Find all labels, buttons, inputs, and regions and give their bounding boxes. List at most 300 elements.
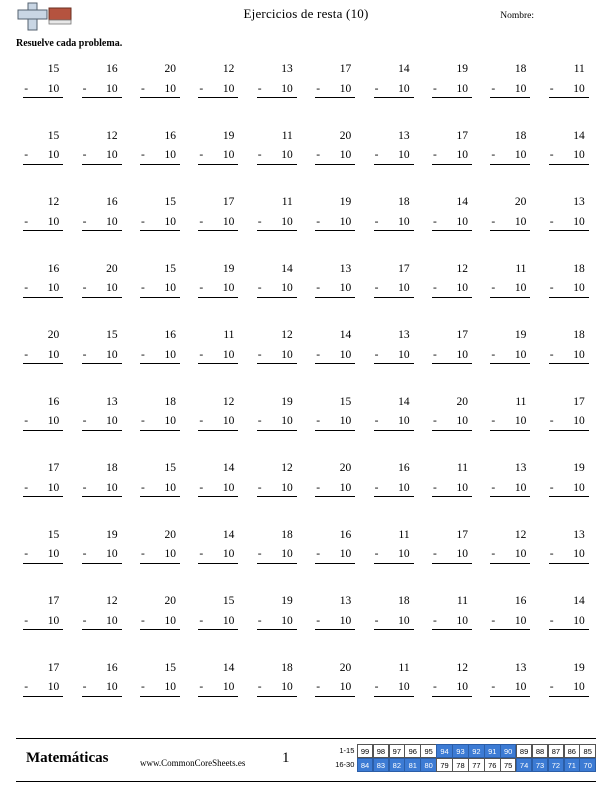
answer-key-cell: 74 (516, 758, 533, 772)
answer-rule (198, 629, 238, 630)
answer-key-cell: 87 (548, 744, 565, 758)
minuend: 14 (281, 262, 293, 275)
answer-rule (198, 563, 238, 564)
answer-key-cell: 98 (373, 744, 390, 758)
problem-59 (481, 389, 539, 456)
problem-37 (364, 256, 422, 323)
minuend: 20 (164, 528, 176, 541)
answer-rule (23, 164, 63, 165)
subtrahend: 10 (47, 681, 60, 693)
operator: - (82, 548, 87, 560)
subtrahend: 10 (281, 82, 293, 95)
problem-94 (189, 655, 247, 722)
minuend: 20 (339, 462, 352, 474)
answer-key-cell: 89 (516, 744, 533, 758)
answer-rule (374, 97, 414, 98)
problem-47 (364, 322, 422, 389)
answer-rule (23, 230, 63, 231)
subtrahend: 10 (47, 481, 60, 494)
answer-rule (140, 430, 180, 431)
operator: - (257, 548, 262, 560)
operator: - (199, 215, 204, 228)
minuend: 19 (456, 63, 468, 75)
operator: - (374, 348, 379, 361)
answer-rule (490, 496, 530, 497)
minuend: 17 (47, 462, 60, 474)
answer-rule (315, 430, 355, 431)
problem-66 (306, 455, 364, 522)
answer-rule (490, 363, 530, 364)
problem-97 (364, 655, 422, 722)
subtrahend: 10 (514, 548, 527, 560)
problem-46 (306, 322, 364, 389)
subtrahend: 10 (573, 149, 585, 161)
subtrahend: 10 (106, 481, 118, 494)
minuend: 19 (281, 395, 293, 408)
answer-key-cell: 78 (452, 758, 469, 772)
answer-rule (315, 230, 355, 231)
problem-48 (423, 322, 481, 389)
answer-rule (432, 696, 472, 697)
operator: - (549, 548, 554, 560)
minuend: 15 (164, 462, 176, 474)
subtrahend: 10 (573, 481, 585, 494)
minuend: 16 (47, 262, 60, 275)
subtrahend: 10 (222, 548, 235, 560)
subtrahend: 10 (222, 348, 235, 361)
answer-rule (198, 97, 238, 98)
page-footer (0, 738, 612, 782)
answer-rule (257, 363, 297, 364)
minuend: 14 (398, 63, 410, 75)
answer-rule (140, 97, 180, 98)
problem-44 (189, 322, 247, 389)
answer-rule (198, 496, 238, 497)
minuend: 18 (573, 262, 585, 275)
subtrahend: 10 (106, 681, 118, 693)
subtrahend: 10 (339, 548, 352, 560)
subtrahend: 10 (573, 415, 585, 427)
minuend: 12 (47, 196, 60, 208)
subtrahend: 10 (281, 348, 293, 361)
subtrahend: 10 (281, 149, 293, 161)
problem-69 (481, 455, 539, 522)
page-title: Ejercicios de resta (10) (243, 6, 369, 21)
answer-rule (374, 297, 414, 298)
answer-key-cell: 73 (532, 758, 549, 772)
answer-rule (140, 230, 180, 231)
problem-38 (423, 256, 481, 323)
minuend: 11 (223, 329, 235, 341)
answer-rule (198, 363, 238, 364)
subtrahend: 10 (106, 415, 118, 427)
minuend: 19 (222, 129, 235, 142)
subtrahend: 10 (573, 82, 585, 95)
operator: - (82, 614, 87, 627)
problem-36 (306, 256, 364, 323)
problem-2 (72, 56, 130, 123)
operator: - (374, 415, 379, 427)
subtrahend: 10 (398, 348, 410, 361)
subtrahend: 10 (514, 282, 527, 294)
minuend: 17 (456, 129, 468, 142)
answer-rule (198, 164, 238, 165)
minuend: 13 (573, 528, 585, 541)
answer-key-cell: 96 (404, 744, 421, 758)
subtrahend: 10 (339, 82, 352, 95)
problem-73 (131, 522, 189, 589)
subtrahend: 10 (164, 282, 176, 294)
subtrahend: 10 (47, 348, 60, 361)
answer-key-cell: 91 (484, 744, 501, 758)
problem-52 (72, 389, 130, 456)
answer-key-cell: 83 (373, 758, 390, 772)
operator: - (24, 481, 29, 494)
answer-rule (549, 97, 589, 98)
operator: - (257, 415, 262, 427)
problem-95 (248, 655, 306, 722)
problem-16 (306, 123, 364, 190)
answer-rule (23, 430, 63, 431)
problem-83 (131, 588, 189, 655)
operator: - (374, 548, 379, 560)
subtrahend: 10 (281, 282, 293, 294)
minuend: 12 (222, 395, 235, 408)
problem-99 (481, 655, 539, 722)
minuend: 20 (164, 63, 176, 75)
problem-85 (248, 588, 306, 655)
problem-6 (306, 56, 364, 123)
subtrahend: 10 (164, 82, 176, 95)
minuend: 12 (456, 262, 468, 275)
operator: - (316, 82, 321, 95)
operator: - (432, 681, 437, 693)
minuend: 14 (222, 462, 235, 474)
answer-rule (374, 164, 414, 165)
minuend: 14 (573, 595, 585, 607)
answer-rule (82, 230, 122, 231)
subtrahend: 10 (106, 215, 118, 228)
problem-80 (540, 522, 598, 589)
subtrahend: 10 (222, 614, 235, 627)
problem-87 (364, 588, 422, 655)
answer-key-cell: 80 (420, 758, 437, 772)
problem-3 (131, 56, 189, 123)
subtrahend: 10 (222, 481, 235, 494)
operator: - (374, 481, 379, 494)
operator: - (549, 681, 554, 693)
subtrahend: 10 (339, 681, 352, 693)
operator: - (140, 415, 145, 427)
operator: - (316, 215, 321, 228)
answer-rule (82, 430, 122, 431)
problem-76 (306, 522, 364, 589)
problem-11 (14, 123, 72, 190)
answer-rule (549, 563, 589, 564)
operator: - (549, 415, 554, 427)
answer-key-cell: 75 (500, 758, 517, 772)
problem-92 (72, 655, 130, 722)
problem-43 (131, 322, 189, 389)
answer-rule (82, 629, 122, 630)
problem-81 (14, 588, 72, 655)
minuend: 20 (514, 196, 527, 208)
minuend: 16 (106, 63, 118, 75)
operator: - (549, 149, 554, 161)
operator: - (199, 82, 204, 95)
minuend: 11 (398, 661, 410, 674)
operator: - (316, 614, 321, 627)
minuend: 17 (573, 395, 585, 408)
problem-20 (540, 123, 598, 190)
operator: - (549, 215, 554, 228)
problem-65 (248, 455, 306, 522)
minuend: 19 (514, 329, 527, 341)
minuend: 19 (339, 196, 352, 208)
minuend: 18 (164, 395, 176, 408)
page-number: 1 (282, 750, 290, 766)
subtrahend: 10 (106, 82, 118, 95)
answer-key-cell: 97 (389, 744, 406, 758)
subtrahend: 10 (514, 348, 527, 361)
subtrahend: 10 (281, 614, 293, 627)
problem-39 (481, 256, 539, 323)
minuend: 11 (515, 262, 527, 275)
operator: - (257, 614, 262, 627)
minuend: 14 (398, 395, 410, 408)
minuend: 14 (573, 129, 585, 142)
page-header (0, 0, 612, 34)
operator: - (491, 548, 496, 560)
operator: - (491, 481, 496, 494)
answer-rule (432, 97, 472, 98)
minuend: 15 (222, 595, 235, 607)
problem-1 (14, 56, 72, 123)
operator: - (491, 82, 496, 95)
operator: - (432, 348, 437, 361)
subtrahend: 10 (281, 548, 293, 560)
operator: - (491, 215, 496, 228)
operator: - (257, 681, 262, 693)
minuend: 13 (573, 196, 585, 208)
problem-62 (72, 455, 130, 522)
subtrahend: 10 (573, 681, 585, 693)
problem-54 (189, 389, 247, 456)
subtrahend: 10 (281, 681, 293, 693)
answer-rule (490, 563, 530, 564)
problem-55 (248, 389, 306, 456)
operator: - (199, 548, 204, 560)
operator: - (316, 548, 321, 560)
subtrahend: 10 (398, 149, 410, 161)
answer-rule (257, 164, 297, 165)
answer-rule (432, 363, 472, 364)
subtrahend: 10 (514, 82, 527, 95)
subtrahend: 10 (339, 614, 352, 627)
problem-88 (423, 588, 481, 655)
minuend: 12 (514, 528, 527, 541)
minuend: 18 (106, 462, 118, 474)
answer-rule (82, 563, 122, 564)
answer-rule (490, 97, 530, 98)
problem-86 (306, 588, 364, 655)
operator: - (140, 282, 145, 294)
operator: - (199, 681, 204, 693)
answer-rule (198, 696, 238, 697)
operator: - (24, 681, 29, 693)
answer-rule (374, 363, 414, 364)
problem-63 (131, 455, 189, 522)
minuend: 12 (222, 63, 235, 75)
minuend: 16 (339, 528, 352, 541)
minuend: 19 (106, 528, 118, 541)
answer-key-cell: 81 (404, 758, 421, 772)
problem-70 (540, 455, 598, 522)
operator: - (316, 282, 321, 294)
operator: - (140, 82, 145, 95)
answer-rule (432, 563, 472, 564)
answer-rule (23, 363, 63, 364)
problem-51 (14, 389, 72, 456)
subtrahend: 10 (164, 415, 176, 427)
answer-rule (257, 563, 297, 564)
operator: - (432, 282, 437, 294)
subtrahend: 10 (456, 149, 468, 161)
minuend: 16 (164, 129, 176, 142)
operator: - (140, 348, 145, 361)
minuend: 17 (47, 595, 60, 607)
operator: - (432, 215, 437, 228)
operator: - (549, 348, 554, 361)
answer-rule (82, 164, 122, 165)
subtrahend: 10 (398, 215, 410, 228)
answer-rule (490, 164, 530, 165)
operator: - (257, 149, 262, 161)
answer-rule (374, 496, 414, 497)
answer-rule (432, 230, 472, 231)
problem-72 (72, 522, 130, 589)
subtrahend: 10 (222, 215, 235, 228)
subtrahend: 10 (339, 149, 352, 161)
answer-rule (140, 563, 180, 564)
subtrahend: 10 (222, 415, 235, 427)
problem-67 (364, 455, 422, 522)
answer-rule (315, 164, 355, 165)
minuend: 12 (281, 329, 293, 341)
minuend: 19 (573, 661, 585, 674)
operator: - (140, 548, 145, 560)
operator: - (491, 681, 496, 693)
answer-rule (257, 430, 297, 431)
answer-rule (549, 496, 589, 497)
instructions-text: Resuelve cada problema. (16, 38, 123, 49)
answer-key-cell: 77 (468, 758, 485, 772)
subtrahend: 10 (106, 614, 118, 627)
minuend: 14 (222, 661, 235, 674)
minuend: 11 (456, 595, 468, 607)
minuend: 15 (47, 528, 60, 541)
operator: - (24, 614, 29, 627)
subtrahend: 10 (164, 548, 176, 560)
minuend: 15 (339, 395, 352, 408)
answer-rule (82, 297, 122, 298)
subtrahend: 10 (514, 681, 527, 693)
answer-rule (257, 297, 297, 298)
answer-key (329, 744, 596, 772)
subtrahend: 10 (164, 215, 176, 228)
operator: - (491, 348, 496, 361)
subtrahend: 10 (398, 415, 410, 427)
problem-89 (481, 588, 539, 655)
footer-divider-top (16, 738, 596, 739)
minuend: 15 (164, 262, 176, 275)
minuend: 11 (515, 395, 527, 408)
answer-rule (490, 629, 530, 630)
operator: - (549, 614, 554, 627)
subtrahend: 10 (164, 614, 176, 627)
subtrahend: 10 (456, 215, 468, 228)
subtrahend: 10 (222, 82, 235, 95)
operator: - (432, 149, 437, 161)
operator: - (549, 82, 554, 95)
problem-26 (306, 189, 364, 256)
problem-35 (248, 256, 306, 323)
answer-rule (374, 629, 414, 630)
answer-key-cell: 94 (436, 744, 453, 758)
minuend: 17 (339, 63, 352, 75)
subtrahend: 10 (573, 215, 585, 228)
problem-82 (72, 588, 130, 655)
operator: - (374, 149, 379, 161)
minuend: 18 (514, 129, 527, 142)
problem-78 (423, 522, 481, 589)
problem-50 (540, 322, 598, 389)
answer-rule (257, 629, 297, 630)
minuend: 14 (456, 196, 468, 208)
problem-33 (131, 256, 189, 323)
operator: - (316, 348, 321, 361)
problem-5 (248, 56, 306, 123)
problem-60 (540, 389, 598, 456)
subtrahend: 10 (281, 415, 293, 427)
answer-key-cell: 90 (500, 744, 517, 758)
subtrahend: 10 (164, 681, 176, 693)
subtrahend: 10 (281, 481, 293, 494)
subtrahend: 10 (47, 548, 60, 560)
minuend: 15 (164, 196, 176, 208)
minuend: 20 (456, 395, 468, 408)
problem-96 (306, 655, 364, 722)
subtrahend: 10 (47, 282, 60, 294)
minuend: 16 (514, 595, 527, 607)
answer-rule (315, 696, 355, 697)
subtrahend: 10 (47, 149, 60, 161)
operator: - (24, 282, 29, 294)
operator: - (257, 282, 262, 294)
problem-19 (481, 123, 539, 190)
minuend: 16 (106, 661, 118, 674)
answer-rule (432, 629, 472, 630)
subtrahend: 10 (398, 681, 410, 693)
answer-rule (432, 297, 472, 298)
subtrahend: 10 (514, 149, 527, 161)
answer-rule (374, 230, 414, 231)
subtrahend: 10 (573, 614, 585, 627)
minuend: 18 (281, 661, 293, 674)
operator: - (24, 149, 29, 161)
minuend: 15 (106, 329, 118, 341)
subtrahend: 10 (47, 215, 60, 228)
